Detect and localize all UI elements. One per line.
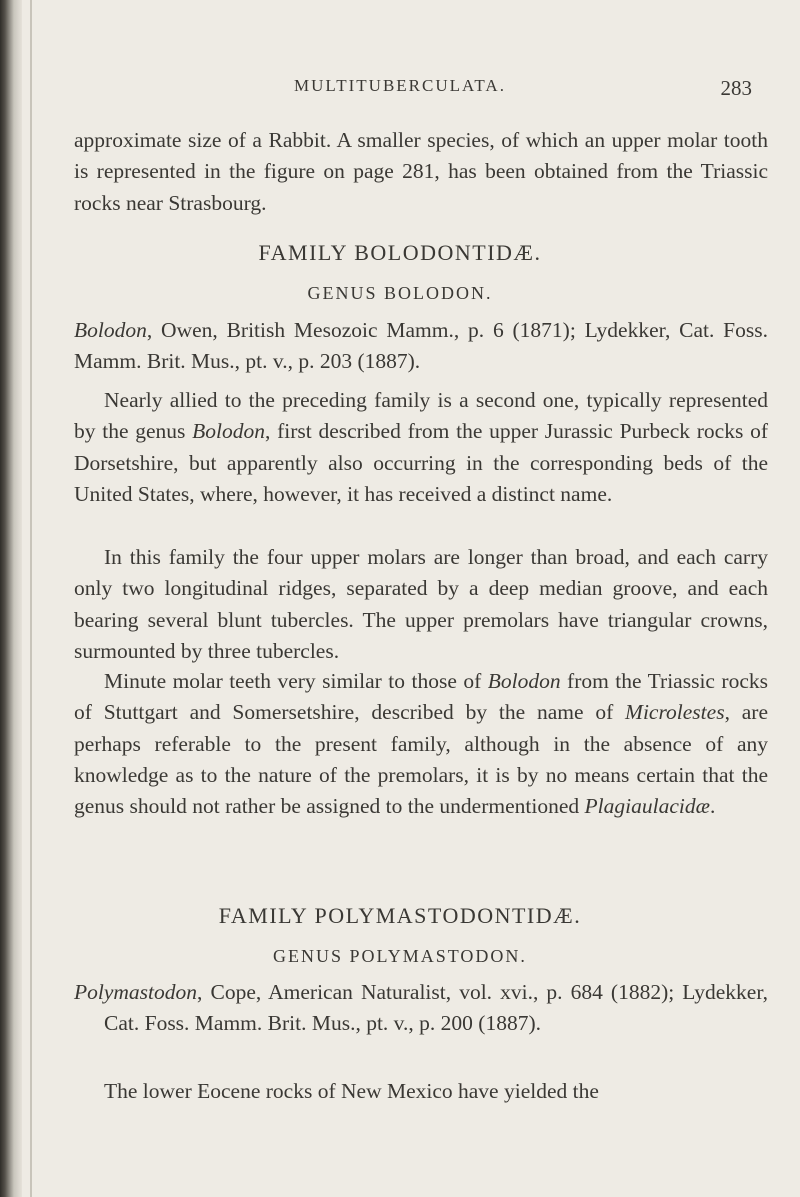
binding-gutter-shadow <box>0 0 22 1197</box>
citation-text: , Owen, British Mesozoic Mamm., p. 6 (1871); Lydekker, Cat. Foss. Mamm. Brit. Mus., pt. v., p. 203 (1887). <box>74 318 768 374</box>
genus-name-italic: Bolodon <box>74 318 147 342</box>
genus-name-italic: Bolodon <box>487 669 561 693</box>
paragraph-continuation: approximate size of a Rabbit. A smaller species, of which an upper molar tooth is represented in the figure on page 281, has been obtained from the Triassic rocks near Strasbourg. <box>74 128 768 215</box>
running-title: MULTITUBERCULATA. <box>294 76 506 95</box>
citation-bolodon <box>74 315 768 378</box>
family-heading-polymastodontidae: FAMILY POLYMASTODONTIDÆ. <box>218 903 582 928</box>
page-number: 283 <box>720 76 752 100</box>
paragraph-polymastodon-intro: The lower Eocene rocks of New Mexico have yielded the <box>104 1079 599 1103</box>
family-heading-bolodontidae: FAMILY BOLODONTIDÆ. <box>258 240 542 265</box>
paragraph-bolodontidae-intro: Nearly allied to the preceding family is a second one, typically represented by the genus Bolodon, first described from the upper Jurassic Purbeck rocks of Dorsetshire, but apparently also occurring in the corresponding beds of the United States, where, however, it has received a distinct name. <box>74 388 768 506</box>
binding-edge-line <box>30 0 32 1197</box>
family-name-italic: Plagiaulacidæ <box>584 794 710 819</box>
genus-heading-polymastodon: GENUS POLYMASTODON. <box>273 946 527 966</box>
citation-polymastodon <box>74 977 768 1040</box>
genus-heading-bolodon: GENUS BOLODON. <box>307 283 493 303</box>
genus-name-italic: Bolodon <box>192 419 265 444</box>
genus-name-italic: Polymastodon <box>74 980 198 1004</box>
genus-name-italic: Microlestes <box>625 700 725 725</box>
citation-text: , Cope, American Naturalist, vol. xvi., p. 684 (1882); Lydekker, Cat. Foss. Mamm. Brit. Mus., pt. v., p. 200 (1887). <box>104 980 768 1036</box>
paragraph-molars-description: In this family the four upper molars are longer than broad, and each carry only two longitudinal ridges, separated by a deep median groove, and each bearing several blunt tubercles. The upper premolars have triangular crowns, surmounted by three tubercles. <box>74 545 768 663</box>
paragraph-microlestes: Minute molar teeth very similar to those of Bolodon from the Triassic rocks of Stuttgart and Somersetshire, described by the name of Microlestes, are perhaps referable to the present family, although in the absence of any knowledge as to the nature of the premolars, it is by no means certain that the genus should not rather be assigned to the undermentioned Plagiaulacidæ. <box>74 669 768 819</box>
